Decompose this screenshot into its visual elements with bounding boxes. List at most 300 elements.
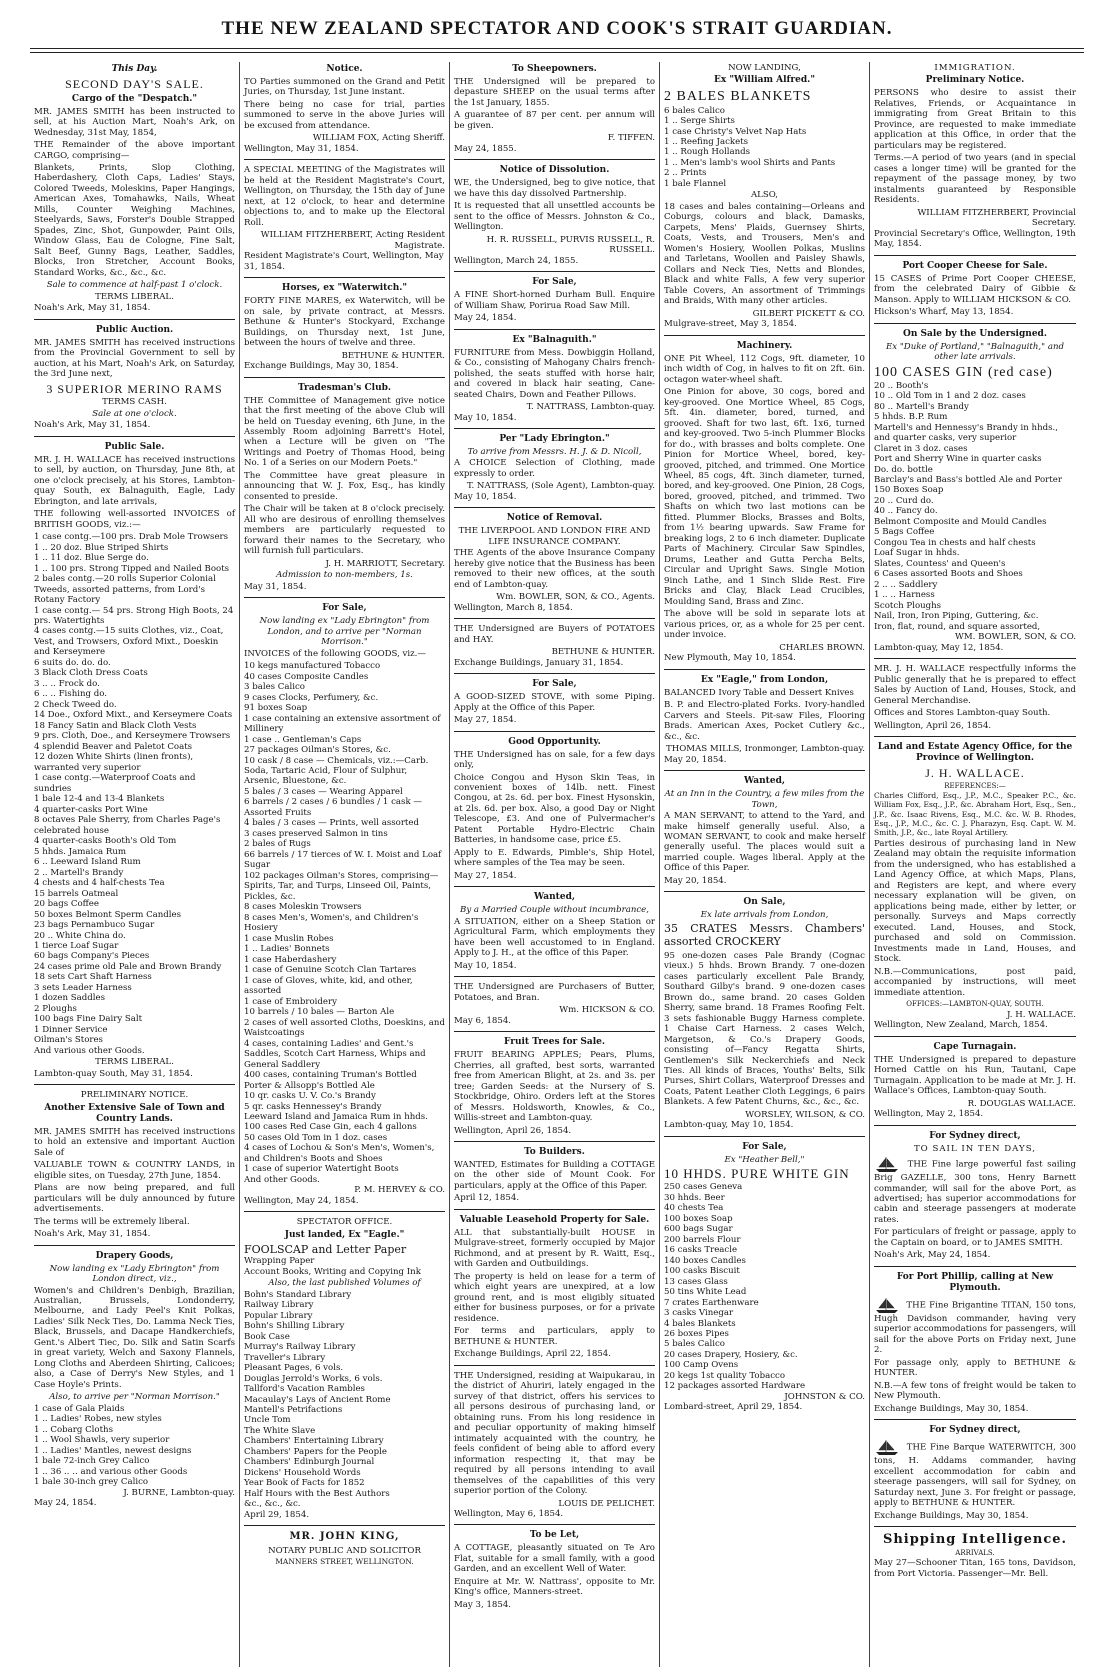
date: Exchange Buildings, January 31, 1854. bbox=[454, 657, 624, 668]
signature: THOMAS MILLS, Ironmonger, Lambton-quay. bbox=[666, 744, 865, 755]
column-3 bbox=[450, 62, 660, 1667]
body: MR. J. H. WALLACE respectfully informs the Public generally that he is prepared to effect Sales by Auction of Land, Houses, Stock, and General Merchandise. bbox=[874, 664, 1076, 706]
list-item: 100 bags Fine Dairy Salt bbox=[34, 1014, 143, 1025]
goods-list bbox=[244, 661, 445, 1185]
list-item: 2 bales of Rugs bbox=[244, 839, 311, 850]
body: TO Parties summoned on the Grand and Petit Juries, on Thursday, 1st June instant. bbox=[244, 76, 445, 98]
ad-ivory-knives bbox=[664, 675, 865, 765]
list-item: 100 cases Red Case Gin, each 4 gallons bbox=[244, 1122, 417, 1133]
list-item: 40 chests Tea bbox=[664, 1203, 724, 1214]
list-item: 16 casks Treacle bbox=[664, 1245, 738, 1256]
list-item: 91 boxes Soap bbox=[244, 703, 308, 714]
ad-land-agency bbox=[874, 742, 1076, 1031]
body: WE, the Undersigned, beg to give notice, that we have this day dissolved Partnership. bbox=[454, 178, 655, 199]
heading: Machinery. bbox=[736, 340, 793, 351]
heading: Drapery Goods, bbox=[95, 1250, 174, 1261]
subheading: At an Inn in the Country, a few miles from the Town, bbox=[664, 789, 865, 810]
list-item: 4 quarter-casks Port Wine bbox=[34, 804, 148, 815]
date: Exchange Buildings, May 30, 1854. bbox=[874, 1510, 1029, 1521]
divider bbox=[874, 1419, 1076, 1420]
sale-time: Sale to commence at half-past 1 o'clock. bbox=[46, 280, 223, 291]
body: The property is held on lease for a term of which eight years are unexpired, at a low ground rent, and is most eligibly situated either for business purposes, or for a private residence. bbox=[454, 1271, 655, 1324]
subheading: REFERENCES:— bbox=[944, 781, 1006, 790]
body: THE Undersigned, residing at Waipukarau, in the district of Ahuriri, lately engaged in the survey of that district, offers his services to all persons desirous of purchasing land, or obtaining runs. From his long residence in and peculiar opportunity of making himself intimately acquainted with the country, he feels confident of being able to afford every information respecting it, that may be required by all persons intending to avail themselves of the capabilities of this very superior portion of the Colony. bbox=[454, 1370, 655, 1497]
body: A SPECIAL MEETING of the Magistrates will be held at the Resident Magistrate's Court, Wellington, on Thursday, the 15th day of June next, at 12 o'clock, to hear and determine objections to, and to make up the Electoral Roll. bbox=[244, 165, 445, 228]
masthead-rule bbox=[30, 48, 1084, 49]
subheading: Ex "Heather Bell," bbox=[724, 1154, 805, 1165]
masthead: THE NEW ZEALAND SPECTATOR AND COOK'S STRAIT GUARDIAN. bbox=[221, 18, 893, 39]
ship-icon bbox=[874, 1296, 900, 1314]
date: Lambton-quay, May 12, 1854. bbox=[874, 642, 1004, 653]
bales-list bbox=[664, 106, 865, 190]
list-item: 10 .. Old Tom in 1 and 2 doz. cases bbox=[874, 391, 1026, 402]
list-item: Bohn's Shilling Library bbox=[244, 1321, 345, 1332]
list-item: 5 hhds. B.P. Rum bbox=[874, 412, 948, 423]
list-item: 6 bales Calico bbox=[664, 105, 725, 116]
subheading: Another Extensive Sale of Town and Country Lands. bbox=[44, 1102, 225, 1124]
list-item: 150 Boxes Soap bbox=[874, 485, 944, 496]
list-item: 1 dozen Saddles bbox=[34, 993, 106, 1004]
list-item: 20 .. White China do. bbox=[34, 930, 126, 941]
list-item: 2 .. Prints bbox=[664, 168, 707, 179]
list-item: Murray's Railway Library bbox=[244, 1342, 356, 1353]
divider bbox=[664, 669, 865, 670]
list-item: 60 bags Company's Pieces bbox=[34, 951, 150, 962]
date: Wellington, April 26, 1854. bbox=[454, 1125, 572, 1136]
heading: For Sale, bbox=[322, 603, 367, 614]
body: THE Undersigned are Purchasers of Butter, Potatoes, and Bran. bbox=[454, 982, 655, 1003]
ad-dissolution bbox=[454, 165, 655, 266]
list-item: 20 kegs 1st quality Tobacco bbox=[664, 1370, 786, 1381]
title: FOOLSCAP and Letter Paper bbox=[244, 1242, 407, 1256]
signature: JOHNSTON & CO. bbox=[784, 1391, 865, 1402]
date: Noah's Ark, May 24, 1854. bbox=[874, 1250, 991, 1261]
heading: Notice. bbox=[326, 64, 363, 74]
list-item: Do. do. bottle bbox=[874, 464, 933, 475]
divider bbox=[454, 673, 655, 674]
ad-cottage-to-let bbox=[454, 1530, 655, 1610]
signature: CHARLES BROWN. bbox=[779, 642, 865, 653]
ad-gazelle bbox=[874, 1131, 1076, 1261]
list-item: 7 crates Earthenware bbox=[664, 1297, 759, 1308]
date: New Plymouth, May 10, 1854. bbox=[664, 653, 796, 664]
list-item: 5 Bags Coffee bbox=[874, 527, 935, 538]
body: THE Undersigned will be prepared to depasture SHEEP on the usual terms after the 1st January, 1855. bbox=[454, 76, 655, 108]
list-item: 1 bale Flannel bbox=[664, 178, 727, 189]
list-item: 50 tins White Lead bbox=[664, 1287, 747, 1298]
list-item: Belmont Composite and Mould Candles bbox=[874, 516, 1047, 527]
list-item: 12 dozen White Shirts (linen fronts), warranted very superior bbox=[34, 752, 194, 773]
body: The Chair will be taken at 8 o'clock precisely. All who are desirous of enrolling themselves members are particularly requested to forward their names to the Secretary, who will furnish full particulars. bbox=[244, 504, 445, 557]
body: MR. JAMES SMITH has received instructions to hold an extensive and important Auction Sale of bbox=[34, 1126, 235, 1158]
body: ONE Pit Wheel, 112 Cogs, 9ft. diameter, 10 inch width of Cog, in halves to fit on 2ft. 6in. octagon water-wheel shaft. bbox=[664, 353, 865, 385]
list-item: 8 cases Men's, Women's, and Children's Hosiery bbox=[244, 912, 419, 934]
date: Noah's Ark, May 31, 1854. bbox=[34, 420, 151, 431]
body: B. P. and Electro-plated Forks. Ivory-handled Carvers and Steels. Pit-saw Files, Flooring Brads. American Axes, Pocket Cutlery &c., &c., &c. bbox=[664, 700, 865, 742]
date: Provincial Secretary's Office, Wellington, 19th May, 1854. bbox=[874, 228, 1076, 250]
title: 3 SUPERIOR MERINO RAMS bbox=[46, 381, 223, 396]
list-item: 1 .. .. Harness bbox=[874, 590, 935, 601]
body: For terms and particulars, apply to BETHUNE & HUNTER. bbox=[454, 1326, 655, 1347]
list-item: 12 packages assorted Hardware bbox=[664, 1381, 806, 1392]
list-item: 2 Ploughs bbox=[34, 1003, 77, 1014]
body: Plans are now being prepared, and full particulars will be duly announced by future advertisements. bbox=[34, 1183, 235, 1215]
ship-icon bbox=[874, 1155, 900, 1173]
list-item: 1 case containing an extensive assortment of Millinery bbox=[244, 713, 441, 735]
heading: Wanted, bbox=[533, 892, 575, 903]
body: 15 CASES of Prime Port Cooper CHEESE, from the celebrated Dairy of Gibbie & Manson. Apply to WILLIAM HICKSON & CO. bbox=[874, 273, 1076, 305]
heading: For Sale, bbox=[742, 1141, 787, 1152]
date: May 3, 1854. bbox=[454, 1599, 512, 1610]
ad-bowler-sale bbox=[874, 329, 1076, 654]
body: THE Committee of Management give notice that the first meeting of the above Club will be held on Tuesday evening, 6th June, in the Assembly Room adjoining Barrett's Hotel, when a Lecture will be given on "The Writings and Poetry of Thomas Hood, being No. 1 of a Series on our Modern Poets." bbox=[244, 395, 445, 469]
list-item: 1 .. Men's lamb's wool Shirts and Pants bbox=[664, 157, 836, 168]
divider bbox=[454, 731, 655, 732]
title: 2 BALES BLANKETS bbox=[664, 89, 812, 105]
body: WANTED, Estimates for Building a COTTAGE on the other side of Mount Cook. For particulars, apply at the Office of this Paper. bbox=[454, 1159, 655, 1191]
list-item: 1 case of Embroidery bbox=[244, 996, 337, 1007]
subheading: Now landing ex "Lady Ebrington" from London, and to arrive per "Norman Morrison." bbox=[259, 616, 430, 648]
body: Wrapping Paper bbox=[244, 1256, 315, 1267]
divider bbox=[244, 277, 445, 278]
list-item: 6 suits do. do. do. bbox=[34, 657, 111, 668]
list-item: Half Hours with the Best Authors bbox=[244, 1488, 390, 1499]
books-list bbox=[244, 1290, 445, 1510]
list-item: 26 boxes Pipes bbox=[664, 1329, 729, 1339]
ad-preliminary-notice bbox=[34, 1090, 235, 1239]
body: The above will be sold in separate lots at various prices, or, as a whole for 25 per cent. under invoice. bbox=[664, 609, 865, 641]
ad-john-king bbox=[244, 1531, 445, 1566]
body: It is requested that all unsettled accounts be sent to the office of Messrs. Johnston & Co., Wellington. bbox=[454, 201, 655, 233]
date: Lombard-street, April 29, 1854. bbox=[664, 1402, 803, 1413]
list-item: Uncle Tom bbox=[244, 1415, 291, 1426]
list-item: 1 .. Rough Hollands bbox=[664, 147, 751, 158]
body: Enquire at Mr. W. Nattrass', opposite to Mr. King's office, Manners-street. bbox=[454, 1576, 655, 1598]
heading: Cape Turnagain. bbox=[933, 1041, 1017, 1052]
body: Parties desirous of purchasing land in New Zealand may obtain the requisite information from the undersigned, who has established a Land Agency Office, at which Maps, Plans, and Registers are kept, and where every necessary explanation will be given, on applications being made, either by letter, or personally. Surveys and Maps correctly executed. Land, Houses, and Stock, purchased and sold on Commission. Investments made in Land, Houses, and Stock. bbox=[874, 838, 1076, 965]
list-item: 20 bags Coffee bbox=[34, 899, 99, 910]
list-item: 5 bales Calico bbox=[664, 1339, 725, 1350]
signature: J. H. WALLACE. bbox=[1006, 1009, 1076, 1020]
gin-list bbox=[664, 1182, 865, 1392]
divider bbox=[454, 1031, 655, 1032]
list-item: Year Book of Facts for 1852 bbox=[244, 1478, 365, 1489]
ad-durham-bull bbox=[454, 277, 655, 323]
address: OFFICES:—LAMBTON-QUAY, SOUTH. bbox=[906, 1000, 1044, 1009]
body: Offices and Stores Lambton-quay South. bbox=[874, 708, 1051, 719]
divider bbox=[454, 976, 655, 977]
invoice-list bbox=[34, 532, 235, 1056]
ad-titan bbox=[874, 1272, 1076, 1414]
list-item: 2 .. Martell's Brandy bbox=[34, 867, 124, 878]
list-item: Traveller's Library bbox=[244, 1352, 326, 1363]
subheading: Preliminary Notice. bbox=[925, 75, 1025, 86]
admission: Admission to non-members, 1s. bbox=[276, 570, 413, 581]
list-item: 1 case of Gloves, white, kid, and other, assorted bbox=[244, 975, 413, 997]
heading: On Sale by the Undersigned. bbox=[903, 328, 1047, 339]
heading: Fruit Trees for Sale. bbox=[503, 1037, 606, 1048]
date: May 27, 1854. bbox=[454, 870, 517, 881]
list-item: Congou Tea in chests and half chests bbox=[874, 537, 1036, 548]
heading: To Sheepowners. bbox=[512, 64, 597, 74]
heading: Good Opportunity. bbox=[508, 736, 601, 747]
date: Exchange Buildings, May 30, 1854. bbox=[874, 1403, 1029, 1414]
divider bbox=[874, 1036, 1076, 1037]
list-item: 6 barrels / 2 cases / 6 bundles / 1 cask — Assorted Fruits bbox=[244, 797, 422, 818]
list-item: Slates, Countess' and Queen's bbox=[874, 558, 1006, 569]
body: The Committee have great pleasure in announcing that W. J. Fox, Esq., has kindly consented to preside. bbox=[244, 470, 445, 502]
heading: For Sale, bbox=[532, 277, 577, 288]
body: THE Fine large powerful fast sailing Brig GAZELLE, 300 tons, Henry Barnett commander, will sail for the above Port, as advertised; has superior accommodations for cabin and steerage passengers at moderate rates. bbox=[874, 1159, 1076, 1225]
divider bbox=[454, 1209, 655, 1210]
list-item: 600 bags Sugar bbox=[664, 1224, 733, 1235]
date: May 6, 1854. bbox=[454, 1015, 512, 1026]
heading: Public Sale. bbox=[104, 441, 165, 452]
list-item: Bohn's Standard Library bbox=[244, 1289, 352, 1300]
list-item: 3 Black Cloth Dress Coats bbox=[34, 668, 148, 679]
body: A FINE Short-horned Durham Bull. Enquire of William Shaw, Porirua Road Saw Mill. bbox=[454, 290, 655, 311]
date: May 10, 1854. bbox=[454, 491, 517, 502]
list-item: Nail, Iron, Iron Piping, Guttering, &c. bbox=[874, 611, 1039, 622]
column-4 bbox=[660, 62, 870, 1667]
date: April 12, 1854. bbox=[454, 1193, 520, 1204]
heading: For Sale, bbox=[532, 679, 577, 690]
sale-list bbox=[874, 381, 1076, 633]
title: MR. JOHN KING, bbox=[289, 1531, 400, 1543]
heading: For Port Phillip, calling at New Plymouth. bbox=[896, 1271, 1054, 1293]
list-item: 250 cases Geneva bbox=[664, 1182, 743, 1193]
list-item: 2 Check Tweed do. bbox=[34, 699, 117, 710]
divider bbox=[874, 323, 1076, 324]
body: Account Books, Writing and Copying Ink bbox=[244, 1266, 421, 1277]
list-item: 24 cases prime old Pale and Brown Brandy bbox=[34, 961, 222, 972]
divider bbox=[454, 1524, 655, 1525]
subheading: Ex late arrivals from London, bbox=[700, 910, 829, 921]
list-item: 1 .. 20 doz. Blue Striped Shirts bbox=[34, 542, 169, 553]
signature: WILLIAM FITZHERBERT, Provincial Secretary. bbox=[917, 207, 1076, 229]
terms: TERMS LIBERAL. bbox=[95, 1057, 174, 1068]
divider bbox=[454, 618, 655, 619]
date: Wellington, May 2, 1854. bbox=[874, 1109, 984, 1120]
date: Resident Magistrate's Court, Wellington, May 31, 1854. bbox=[244, 251, 444, 272]
list-item: 18 sets Cart Shaft Harness bbox=[34, 972, 152, 983]
body: THE Undersigned are Buyers of POTATOES and HAY. bbox=[454, 624, 655, 645]
signature: R. DOUGLAS WALLACE. bbox=[967, 1098, 1076, 1109]
list-item: 10 qr. casks U. V. Co.'s Brandy bbox=[244, 1091, 376, 1102]
list-item: 1 case Muslin Robes bbox=[244, 933, 334, 944]
ad-special-meeting bbox=[244, 165, 445, 272]
list-item: 9 cases Clocks, Perfumery, &c. bbox=[244, 692, 379, 703]
subheading: Just landed, Ex "Eagle." bbox=[284, 1229, 405, 1240]
ad-pelichet bbox=[454, 1371, 655, 1520]
heading: PRELIMINARY NOTICE. bbox=[80, 1090, 189, 1101]
list-item: 1 .. 100 prs. Strong Tipped and Nailed Boots bbox=[34, 563, 230, 574]
ad-sheepowners bbox=[454, 64, 655, 154]
list-item: 6 Cases assorted Boots and Shoes bbox=[874, 569, 1023, 580]
divider bbox=[454, 1141, 655, 1142]
list-item: 102 packages Oilman's Stores, comprising—Spirits, Tar, and Turps, Linseed Oil, Paints, Pickles, &c. bbox=[244, 870, 439, 902]
date: Noah's Ark, May 31, 1854. bbox=[34, 303, 151, 314]
list-item: And various other Goods. bbox=[34, 1045, 145, 1056]
list-item: 9 prs. Cloth, Doe., and Kerseymere Trowsers bbox=[34, 731, 231, 742]
column-5 bbox=[870, 62, 1080, 1667]
body: One Pinion for above, 30 cogs, bored and key-grooved. One Mortice Wheel, 85 Cogs, 5ft. 4in. diameter, bored, turned, and grooved. Shaft for two last, 6ft. 1x6, turned and key-grooved. Two 5-inch Plummer Blocks for do., with brasses and bolts complete. One Pinion for Mortice Wheel, bored, key-grooved, pitched, and trimmed. One Mortice Wheel, 85 cogs, 4ft. 3inch diameter, turned, bored, and key-grooved. One Pinion, 28 Cogs, bored, grooved, pitched, and trimmed. Two Shafts on which two last motions can be fitted. Plummer Blocks, Brasses and Bolts, from 1½ bearing upwards. Saw Frame for breaking logs, 2 to 6 inch diameter. Duplicate Parts of Machinery. Circular Saw Spindles, Drums, Leather and Gutta Percha Belts, Circular and Upright Saws. Single Motion 9inch Lathe, and 1 Sinch Slide Rest. Fire Bricks and Clay, Black Lead Crucibles, Moulding Sand, Brass and Zinc. bbox=[664, 387, 865, 607]
date: May 10, 1854. bbox=[454, 412, 517, 423]
divider bbox=[454, 159, 655, 160]
body: PERSONS who desire to assist their Relatives, Friends, or Acquaintance in immigrating from Great Britain to this Province, are requested to make immediate application at this Office, in order that the particulars may be registered. bbox=[874, 88, 1076, 151]
list-item: Scotch Ploughs bbox=[874, 600, 942, 611]
heading: Wanted, bbox=[743, 776, 785, 787]
list-item: 5 qr. casks Hennessey's Brandy bbox=[244, 1101, 382, 1112]
subheading: ARRIVALS. bbox=[955, 1548, 995, 1557]
ad-cape-turnagain bbox=[874, 1042, 1076, 1120]
signature: J. H. MARRIOTT, Secretary. bbox=[325, 558, 445, 569]
list-item: 6 .. .. Fishing do. bbox=[34, 689, 108, 700]
ad-spectator-office bbox=[244, 1217, 445, 1520]
title: SECOND DAY'S SALE. bbox=[65, 76, 204, 91]
list-item: 100 casks Biscuit bbox=[664, 1266, 740, 1277]
subheading: NOTARY PUBLIC AND SOLICITOR bbox=[268, 1545, 421, 1556]
ad-stove bbox=[454, 679, 655, 725]
ad-wallace-auctions bbox=[874, 664, 1076, 731]
divider bbox=[244, 377, 445, 378]
list-item: Douglas Jerrold's Works, 6 vols. bbox=[244, 1373, 383, 1384]
date: Wellington, May 31, 1854. bbox=[244, 143, 359, 154]
body: Apply to E. Edwards, Pimble's, Ship Hotel, where samples of the Tea may be seen. bbox=[454, 847, 655, 869]
list-item: Tallford's Vacation Rambles bbox=[244, 1384, 365, 1395]
list-item: Book Case bbox=[244, 1331, 290, 1342]
divider bbox=[874, 1125, 1076, 1126]
ad-builders bbox=[454, 1147, 655, 1204]
divider bbox=[454, 329, 655, 330]
ad-william-alfred bbox=[664, 63, 865, 330]
divider bbox=[34, 1084, 235, 1085]
divider bbox=[874, 1266, 1076, 1267]
ad-public-auction bbox=[34, 325, 235, 431]
body: ALL that substantially-built HOUSE in Mulgrave-street, formerly occupied by Major Richmond, and at present by R. Waitt, Esq., with Garden and Outbuildings. bbox=[454, 1227, 655, 1270]
body: A GOOD-SIZED STOVE, with some Piping. Apply at the Office of this Paper. bbox=[454, 692, 655, 713]
date: Exchange Buildings, April 22, 1854. bbox=[454, 1349, 611, 1360]
ad-clothing bbox=[454, 434, 655, 502]
list-item: 100 boxes Soap bbox=[664, 1213, 733, 1224]
body: 18 cases and bales containing—Orleans and Coburgs, colours and black, Damasks, Carpets, Mens' Plaids, Guernsey Shirts, Coats, Vests, and Trousers, Men's and Women's Hosiery, Woollen Polkas, Muslins and Tarletans, Woollen and Paisley Shawls, Collars and Neck Ties, Netts and Blondes, Black and white Falls, A few very superior Table Covers, An assortment of Trimmings and Braids, With many other articles. bbox=[664, 201, 865, 307]
divider bbox=[454, 428, 655, 429]
list-item: 10 barrels / 10 bales — Barton Ale bbox=[244, 1007, 395, 1018]
list-item: 1 bale 30-inch grey Calico bbox=[34, 1477, 149, 1488]
list-item: 4 quarter-casks Booth's Old Tom bbox=[34, 836, 177, 847]
signature: WORSLEY, WILSON, & CO. bbox=[745, 1109, 865, 1120]
heading: For Sydney direct, bbox=[929, 1425, 1021, 1436]
title: 35 CRATES Messrs. Chambers' assorted CROCKERY bbox=[664, 921, 865, 949]
subheading: To arrive from Messrs. H. J. & D. Nicoll, bbox=[467, 446, 642, 457]
list-item: 1 case contg.— 54 prs. Strong High Boots, 24 prs. Watertights bbox=[34, 605, 234, 626]
list-item: 1 case contg.—Waterproof Coats and sundries bbox=[34, 773, 196, 794]
subheading: TO SAIL IN TEN DAYS, bbox=[913, 1143, 1037, 1154]
list-item: Railway Library bbox=[244, 1300, 314, 1311]
body: THE Fine Barque WATERWITCH, 300 tons, H. Addams commander, having excellent accommodation for cabin and steerage passengers, will sail for Sydney, on Saturday next, June 3. For freight or passage, apply to BETHUNE & HUNTER. bbox=[874, 1442, 1076, 1509]
heading: SPECTATOR OFFICE. bbox=[296, 1217, 393, 1228]
list-item: 10 kegs manufactured Tobacco bbox=[244, 661, 381, 672]
list-item: Iron, flat, round, and square assorted, bbox=[874, 621, 1041, 632]
terms: TERMS LIBERAL. bbox=[95, 291, 174, 302]
list-item: 4 cases of Lochou & Son's Men's, Women's, and Children's Boots and Shoes bbox=[244, 1143, 435, 1164]
list-item: 20 .. Curd do. bbox=[874, 495, 934, 506]
date: Exchange Buildings, May 30, 1854. bbox=[244, 361, 399, 372]
list-item: 5 hhds. Jamaica Rum bbox=[34, 846, 127, 857]
body: There being no case for trial, parties summoned to serve in the above Juries will be excused from attendance. bbox=[244, 99, 445, 131]
heading: Notice of Removal. bbox=[506, 513, 603, 524]
list-item: 2 bales contg.—20 rolls Superior Colonial Tweeds, assorted patterns, from Lord's Rotany Factory bbox=[34, 574, 216, 606]
ad-tradesmans-club bbox=[244, 383, 445, 593]
list-item: 80 .. Martell's Brandy bbox=[874, 401, 969, 412]
terms: TERMS CASH. bbox=[102, 397, 167, 408]
date: Lambton-quay, May 10, 1854. bbox=[664, 1120, 794, 1131]
list-item: 1 tierce Loaf Sugar bbox=[34, 941, 119, 951]
signature: P. M. HERVEY & CO. bbox=[354, 1185, 445, 1196]
list-item: 1 case of Genuine Scotch Clan Tartares bbox=[244, 965, 417, 976]
list-item: 1 Dinner Service bbox=[34, 1024, 108, 1035]
body: A SITUATION, either on a Sheep Station or Agricultural Farm, which employments they have been well accustomed to in England. Apply to J. H., at the office of this Paper. bbox=[454, 916, 655, 959]
body: THE following well-assorted INVOICES of BRITISH GOODS, viz.:— bbox=[34, 509, 235, 530]
title: 100 CASES GIN (red case) bbox=[874, 364, 1053, 380]
list-item: 4 cases contg.—15 suits Clothes, viz., Coat, Vest, and Trowsers, Oxford Mixt., Doeskin and Kerseymere bbox=[34, 626, 224, 658]
list-item: 8 cases Moleskin Trowsers bbox=[244, 902, 362, 913]
signature: BETHUNE & HUNTER. bbox=[551, 647, 655, 658]
list-item: Pleasant Pages, 6 vols. bbox=[244, 1363, 344, 1374]
date: Wellington, May 6, 1854. bbox=[454, 1509, 564, 1519]
heading: Public Auction. bbox=[95, 324, 174, 335]
heading: To Builders. bbox=[524, 1147, 585, 1158]
list-item: 4 chests and 4 half-chests Tea bbox=[34, 878, 165, 889]
list-item: 1 case contg.—100 prs. Drab Mole Trowsers bbox=[34, 532, 229, 543]
body: Women's and Children's Denbigh, Brazilian, Australian, Brussels, Londonderry, Melbourne, and Lady Peel's Knit Polkas, Ladies' Silk Neck Ties, Do. Lamma Neck Ties, Black, Brussels, and Dacape Handkerchiefs, Gent.'s Albert Tiec, Do. Silk and Satin Scarfs in great variety, Welch and Saxony Flannels, Long Cloths and Aberdeen Shirting, Calicoes; also, a Case of Derry's New Styles, and 1 Case Hoyle's Prints. bbox=[34, 1285, 235, 1390]
date: Wellington, April 26, 1854. bbox=[874, 720, 992, 731]
list-item: 1 .. Serge Shirts bbox=[664, 116, 735, 127]
list-item: 15 barrels Oatmeal bbox=[34, 888, 119, 899]
divider bbox=[244, 159, 445, 160]
signature: Wm. BOWLER, SON, & CO., Agents. bbox=[496, 592, 655, 603]
body: VALUABLE TOWN & COUNTRY LANDS, in eligible sites, on Tuesday, 27th June, 1854. bbox=[34, 1160, 235, 1181]
list-item: 40 cases Composite Candles bbox=[244, 671, 369, 682]
terms: The terms will be extremely liberal. bbox=[34, 1216, 190, 1227]
heading: Valuable Leasehold Property for Sale. bbox=[459, 1214, 650, 1225]
ship-icon bbox=[874, 1438, 900, 1456]
date: Hickson's Wharf, May 13, 1854. bbox=[874, 307, 1014, 318]
list-item: Chambers' Entertaining Library bbox=[244, 1436, 384, 1447]
list-item: 40 .. Fancy do. bbox=[874, 506, 938, 517]
divider bbox=[664, 891, 865, 892]
ad-leasehold bbox=[454, 1215, 655, 1360]
list-item: 4 splendid Beaver and Paletot Coats bbox=[34, 741, 193, 752]
ad-removal bbox=[454, 513, 655, 613]
divider bbox=[664, 770, 865, 771]
list-item: 18 Fancy Satin and Black Cloth Vests bbox=[34, 720, 197, 731]
list-item: 200 barrels Flour bbox=[664, 1234, 741, 1245]
list-item: 1 bale 12-4 and 13-4 Blankets bbox=[34, 794, 165, 805]
subheading: Cargo of the "Despatch." bbox=[71, 93, 198, 104]
list-item: 3 sets Leader Harness bbox=[34, 982, 132, 993]
list-item: Popular Library bbox=[244, 1310, 313, 1321]
divider bbox=[454, 507, 655, 508]
heading: To be Let, bbox=[529, 1530, 580, 1541]
list-item: 27 packages Oilman's Stores, &c. bbox=[244, 745, 391, 756]
date: May 20, 1854. bbox=[664, 875, 727, 886]
list-item: 14 Doe., Oxford Mixt., and Kerseymere Coats bbox=[34, 710, 233, 721]
list-item: 50 cases Old Tom in 1 doz. cases bbox=[244, 1132, 388, 1143]
list-item: 1 case Haberdashery bbox=[244, 954, 337, 965]
signature: Wm. HICKSON & CO. bbox=[559, 1005, 655, 1016]
ad-despatch-sale bbox=[34, 64, 235, 314]
